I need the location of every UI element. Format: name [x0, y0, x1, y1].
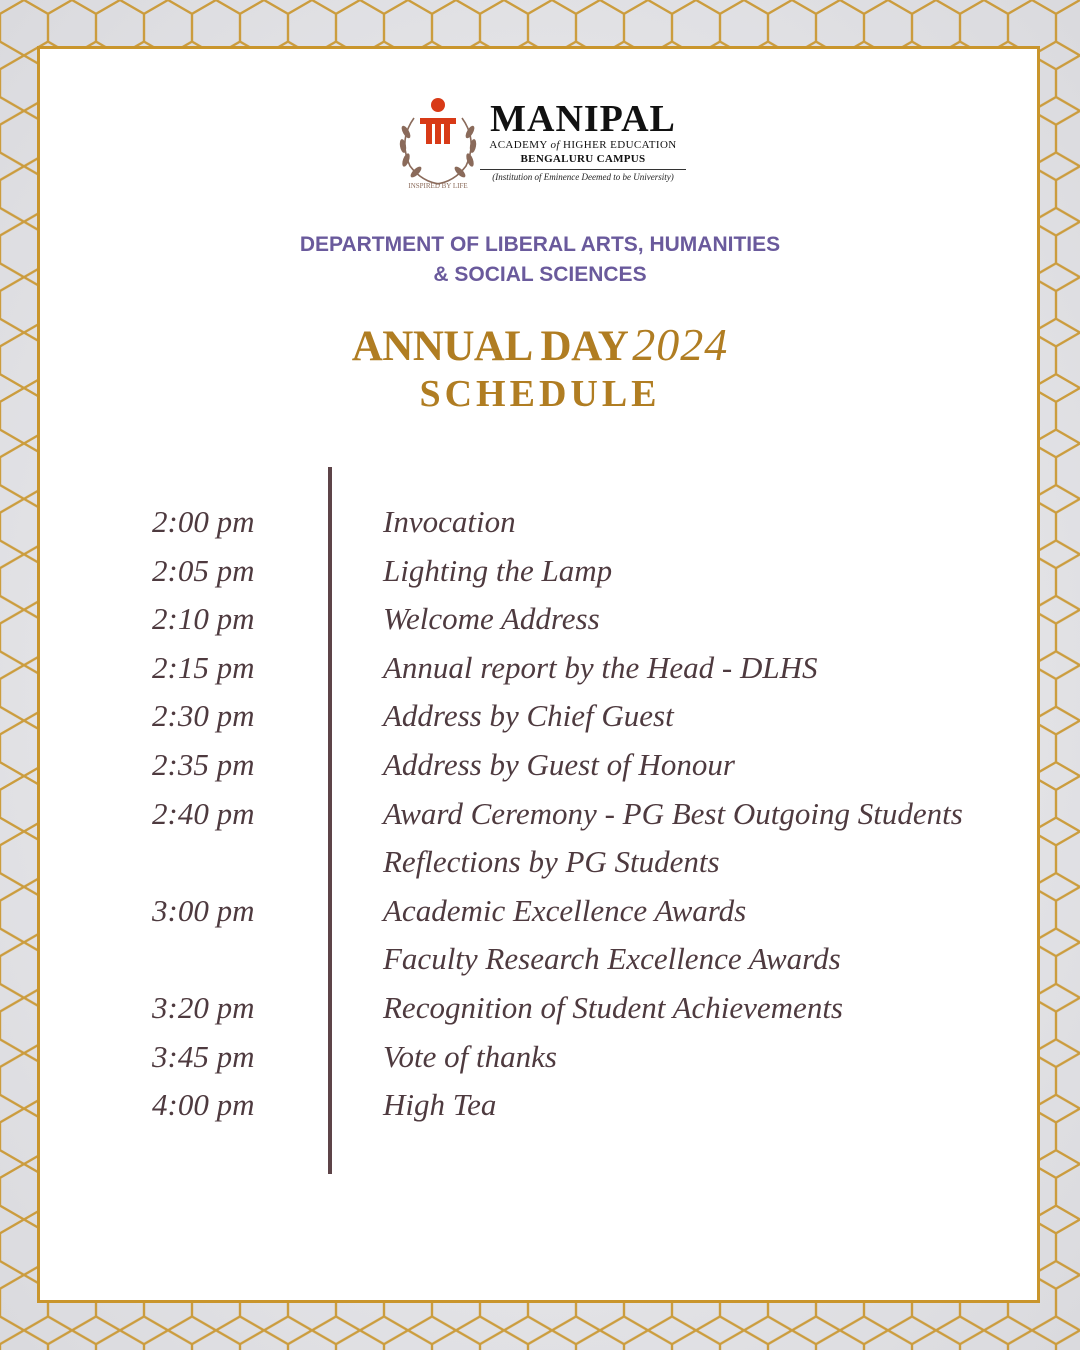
schedule-time: 2:40 pm [152, 795, 255, 831]
schedule-event: Address by Guest of Honour [383, 746, 735, 782]
schedule-row [0, 743, 1080, 792]
schedule-time: 3:45 pm [152, 1038, 255, 1074]
schedule-time: 3:00 pm [152, 892, 255, 928]
schedule-event: Address by Chief Guest [383, 698, 674, 734]
schedule-row [0, 646, 1080, 695]
schedule-row [0, 937, 1080, 986]
schedule-row [0, 597, 1080, 646]
schedule-event: High Tea [383, 1087, 497, 1123]
schedule-time: 2:35 pm [152, 746, 255, 782]
schedule-time: 4:00 pm [152, 1087, 255, 1123]
schedule-row [0, 500, 1080, 549]
title-main: ANNUAL DAY [351, 323, 629, 370]
logo-campus: BENGALURU CAMPUS [520, 153, 646, 165]
schedule-row [0, 1083, 1080, 1132]
schedule-time: 2:05 pm [152, 552, 255, 588]
schedule-row [0, 549, 1080, 598]
schedule-row [0, 1035, 1080, 1084]
schedule-event: Annual report by the Head - DLHS [383, 649, 818, 685]
schedule-row [0, 792, 1080, 841]
schedule-event: Award Ceremony - PG Best Outgoing Students [383, 795, 963, 831]
schedule-row [0, 694, 1080, 743]
department-heading [140, 230, 940, 290]
logo-wordmark [478, 99, 688, 183]
schedule-event: Recognition of Student Achievements [383, 989, 843, 1025]
schedule-row [0, 986, 1080, 1035]
title-year: 2024 [632, 319, 729, 370]
logo-academy: ACADEMY of HIGHER EDUCATION [489, 139, 677, 151]
department-line-2: & SOCIAL SCIENCES [433, 263, 647, 286]
logo-divider [480, 169, 686, 170]
schedule-event: Academic Excellence Awards [383, 892, 747, 928]
figure-emblem-icon [420, 98, 456, 144]
logo-tagline: (Institution of Eminence Deemed to be University) [492, 172, 674, 182]
schedule-event: Invocation [383, 504, 516, 539]
motto-text: INSPIRED BY LIFE [408, 182, 468, 190]
schedule-event: Lighting the Lamp [383, 552, 613, 588]
schedule-row [0, 840, 1080, 889]
schedule-time: 2:00 pm [152, 504, 255, 539]
schedule-event: Faculty Research Excellence Awards [383, 941, 841, 977]
schedule-event: Vote of thanks [383, 1038, 557, 1074]
schedule-time: 2:30 pm [152, 698, 255, 734]
page-subtitle: SCHEDULE [419, 373, 661, 415]
logo-name: MANIPAL [490, 98, 676, 140]
schedule-time: 2:15 pm [152, 649, 255, 685]
schedule-event: Reflections by PG Students [383, 844, 720, 880]
schedule-time: 2:10 pm [152, 601, 255, 637]
department-line-1: DEPARTMENT OF LIBERAL ARTS, HUMANITIES [299, 233, 781, 256]
schedule-row [0, 889, 1080, 938]
schedule-event: Welcome Address [383, 601, 600, 637]
schedule-list [0, 500, 1080, 1132]
schedule-time: 3:20 pm [152, 989, 255, 1025]
